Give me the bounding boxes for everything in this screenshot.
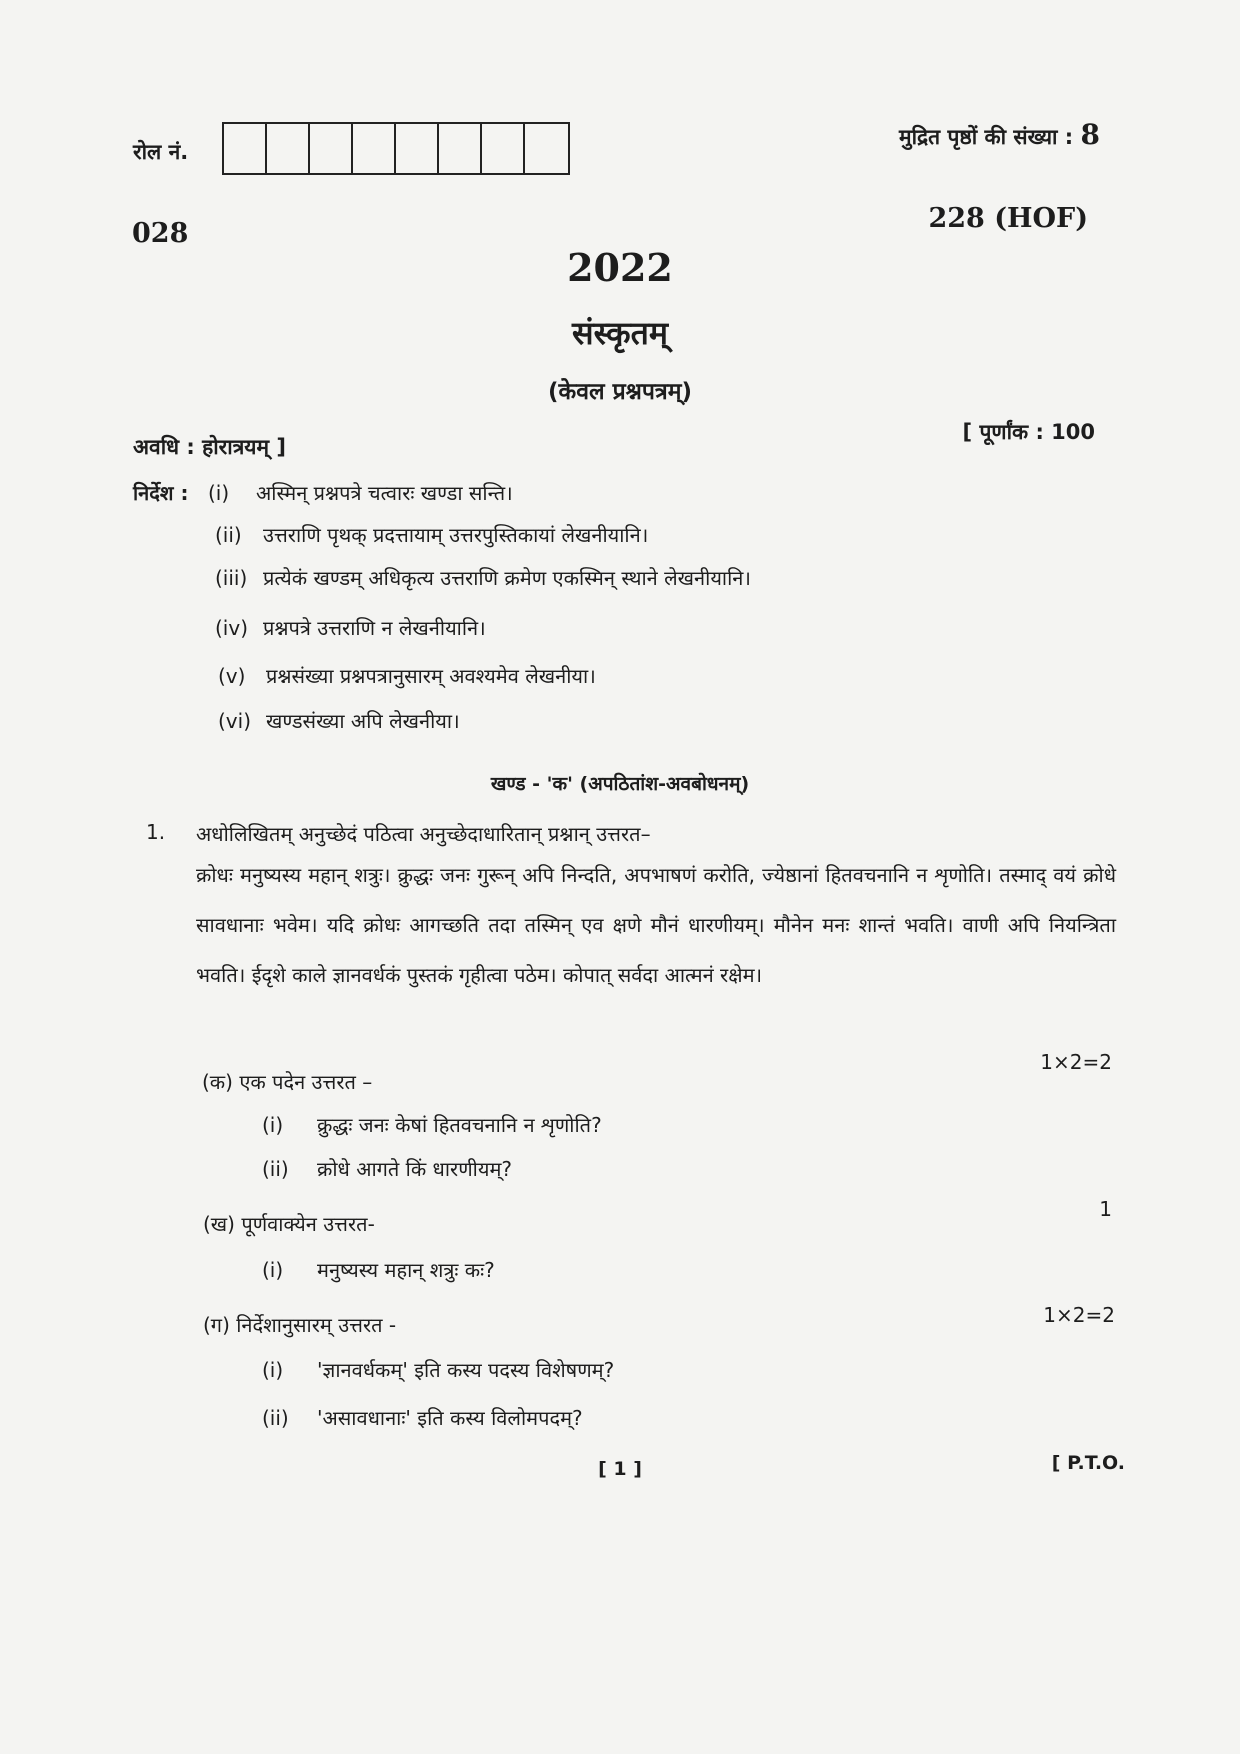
- printed-pages-value: 8: [1080, 118, 1100, 151]
- roll-box: [353, 124, 396, 173]
- sub-question-text: क्रोधे आगते किं धारणीयम्?: [317, 1157, 513, 1181]
- roll-box: [439, 124, 482, 173]
- instruction-item: [218, 707, 460, 734]
- sub-question-number: (i): [262, 1113, 284, 1137]
- instruction-item: [208, 479, 513, 506]
- paper-code-left: 028: [132, 218, 189, 249]
- instruction-item: [215, 564, 751, 591]
- paper-code-right: 228 (HOF): [928, 203, 1088, 234]
- instruction-text: प्रत्येकं खण्डम् अधिकृत्य उत्तराणि क्रमेण एकस्मिन् स्थाने लेखनीयानि।: [263, 566, 751, 590]
- part-label: (ख): [203, 1212, 235, 1236]
- part-instruction: पूर्णवाक्येन उत्तरत-: [241, 1212, 375, 1236]
- question-text: अधोलिखितम् अनुच्छेदं पठित्वा अनुच्छेदाधारितान् प्रश्नान् उत्तरत–: [196, 822, 651, 846]
- instruction-item: [215, 614, 486, 641]
- pto-label: [ P.T.O.: [1051, 1452, 1125, 1474]
- sub-question-text: 'असावधानाः' इति कस्य विलोमपदम्?: [317, 1406, 583, 1430]
- sub-question: [262, 1404, 583, 1431]
- instruction-number: (ii): [215, 523, 242, 547]
- duration: अवधि : होरात्रयम् ]: [133, 435, 286, 459]
- question-number: 1.: [146, 820, 166, 844]
- sub-question-number: (ii): [262, 1406, 289, 1430]
- instruction-text: प्रश्नपत्रे उत्तराणि न लेखनीयानि।: [263, 616, 486, 640]
- roll-box: [310, 124, 353, 173]
- question-part: [203, 1311, 396, 1338]
- printed-pages: [899, 118, 1100, 151]
- roll-box: [482, 124, 525, 173]
- question-part: [202, 1068, 372, 1095]
- printed-pages-label: मुद्रित पृष्ठों की संख्या :: [899, 125, 1074, 149]
- roll-number-boxes: [222, 122, 570, 175]
- sub-question: [262, 1356, 614, 1383]
- instruction-text: प्रश्नसंख्या प्रश्नपत्रानुसारम् अवश्यमेव लेखनीया।: [266, 664, 596, 688]
- instruction-number: (iv): [215, 616, 248, 640]
- roll-number-label: रोल नं.: [133, 140, 189, 164]
- part-instruction: निर्देशानुसारम् उत्तरत -: [236, 1313, 397, 1337]
- sub-question: [262, 1155, 512, 1182]
- roll-box: [267, 124, 310, 173]
- part-label: (क): [202, 1070, 233, 1094]
- max-marks: [ पूर्णांक : 100: [962, 420, 1095, 444]
- sub-question-text: 'ज्ञानवर्धकम्' इति कस्य पदस्य विशेषणम्?: [317, 1358, 615, 1382]
- sub-question-text: क्रुद्धः जनः केषां हितवचनानि न शृणोति?: [317, 1113, 602, 1137]
- subject-subtitle: (केवल प्रश्नपत्रम्): [548, 379, 692, 405]
- instruction-text: खण्डसंख्या अपि लेखनीया।: [266, 709, 460, 733]
- instruction-text: अस्मिन् प्रश्नपत्रे चत्वारः खण्डा सन्ति।: [256, 481, 513, 505]
- section-title: खण्ड - 'क' (अपठितांश-अवबोधनम्): [490, 773, 750, 795]
- roll-box: [224, 124, 267, 173]
- question-part: [203, 1210, 375, 1237]
- subject-title: संस्कृतम्: [571, 314, 669, 352]
- instruction-text: उत्तराणि पृथक् प्रदत्तायाम् उत्तरपुस्तिकायां लेखनीयानि।: [263, 523, 649, 547]
- instruction-number: (vi): [218, 709, 251, 733]
- part-instruction: एक पदेन उत्तरत –: [239, 1070, 373, 1094]
- sub-question-number: (i): [262, 1358, 284, 1382]
- sub-question-number: (i): [262, 1258, 284, 1282]
- instruction-item: [218, 662, 596, 689]
- part-marks: 1: [1099, 1197, 1112, 1221]
- instruction-item: [215, 521, 648, 548]
- roll-box: [525, 124, 568, 173]
- sub-question: [262, 1111, 602, 1138]
- part-marks: 1×2=2: [1040, 1050, 1112, 1074]
- sub-question: [262, 1256, 495, 1283]
- roll-box: [396, 124, 439, 173]
- part-marks: 1×2=2: [1043, 1303, 1115, 1327]
- page-number: [ 1 ]: [598, 1458, 642, 1480]
- instruction-number: (iii): [215, 566, 248, 590]
- instruction-number: (i): [208, 481, 230, 505]
- sub-question-text: मनुष्यस्य महान् शत्रुः कः?: [317, 1258, 495, 1282]
- part-label: (ग): [203, 1313, 230, 1337]
- sub-question-number: (ii): [262, 1157, 289, 1181]
- exam-year: 2022: [567, 245, 673, 290]
- passage: क्रोधः मनुष्यस्य महान् शत्रुः। क्रुद्धः जनः गुरून् अपि निन्दति, अपभाषणं करोति, ज्येष्ठानां हितवचनानि न शृणोति। तस्माद् वयं क्रोधे सावधानाः भवेम। यदि क्रोधः आगच्छति तदा तस्मिन् एव क्षणे मौनं धारणीयम्। मौनेन मनः शान्तं भवति। वाणी अपि नियन्त्रिता भवति। ईदृशे काले ज्ञानवर्धकं पुस्तकं गृहीत्वा पठेम। कोपात् सर्वदा आत्मनं रक्षेम।: [196, 863, 1116, 987]
- instruction-number: (v): [218, 664, 246, 688]
- instructions-heading: निर्देश :: [133, 481, 189, 505]
